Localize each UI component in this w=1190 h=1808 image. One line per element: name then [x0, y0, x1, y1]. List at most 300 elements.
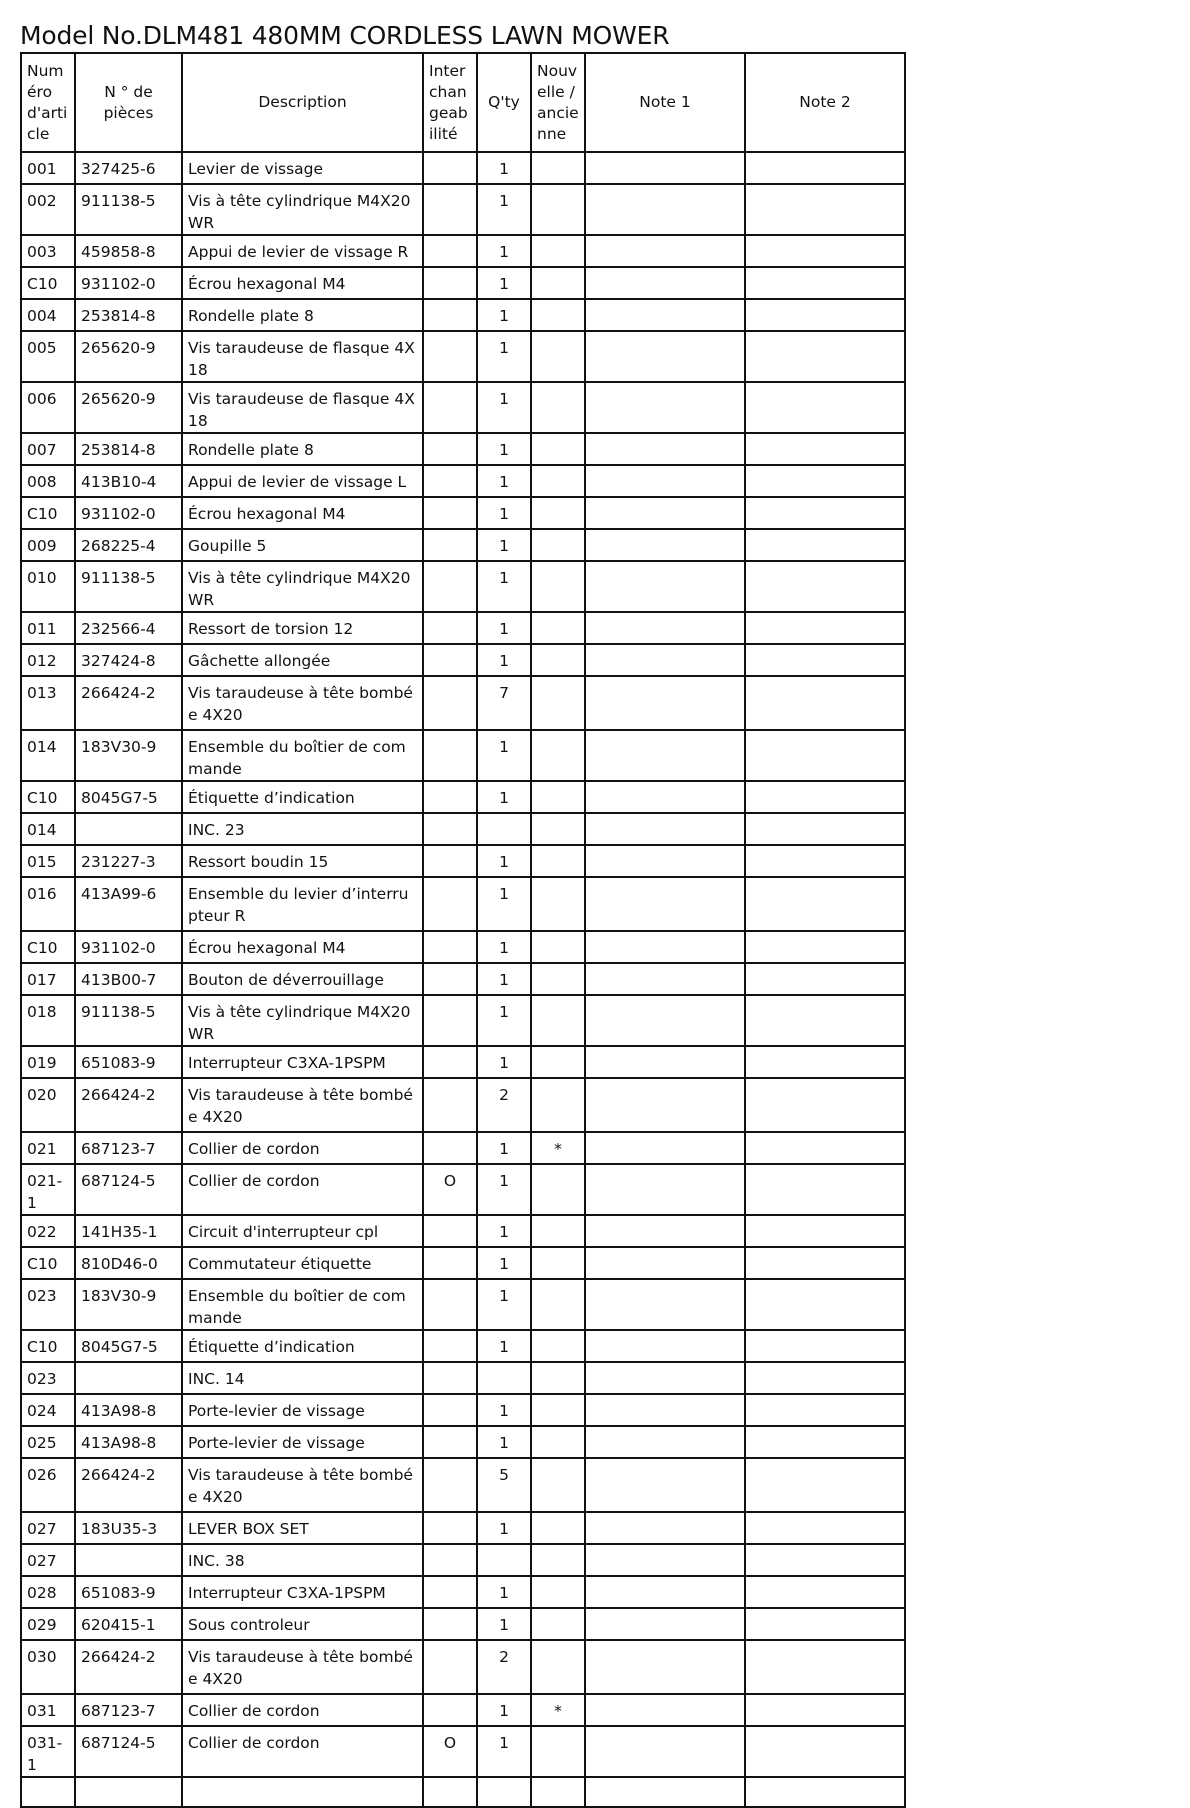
- new-old-cell: [531, 433, 585, 465]
- item-number-cell: 021-1: [21, 1164, 75, 1215]
- new-old-cell: [531, 465, 585, 497]
- quantity-cell: 1: [477, 1132, 531, 1164]
- description-cell: Vis taraudeuse de flasque 4X18: [182, 331, 423, 382]
- interchangeability-cell: [423, 433, 477, 465]
- item-number-cell: 031-1: [21, 1726, 75, 1777]
- table-row: [21, 931, 905, 963]
- description-cell: Gâchette allongée: [182, 644, 423, 676]
- item-number-cell: C10: [21, 1247, 75, 1279]
- part-number-cell: 8045G7-5: [75, 1330, 182, 1362]
- note-2-cell: [745, 877, 905, 931]
- table-row: [21, 299, 905, 331]
- description-cell: Porte-levier de vissage: [182, 1394, 423, 1426]
- table-row: [21, 1279, 905, 1330]
- note-1-cell: [585, 1330, 745, 1362]
- note-1-cell: [585, 1279, 745, 1330]
- part-number-cell: 687123-7: [75, 1694, 182, 1726]
- note-2-cell: [745, 995, 905, 1046]
- interchangeability-cell: [423, 1512, 477, 1544]
- new-old-cell: [531, 1426, 585, 1458]
- quantity-cell: 1: [477, 1608, 531, 1640]
- note-1-cell: [585, 813, 745, 845]
- description-cell: Étiquette d’indication: [182, 781, 423, 813]
- table-row: [21, 433, 905, 465]
- part-number-cell: 651083-9: [75, 1046, 182, 1078]
- description-cell: Appui de levier de vissage L: [182, 465, 423, 497]
- part-number-cell: 141H35-1: [75, 1215, 182, 1247]
- quantity-cell: 1: [477, 331, 531, 382]
- interchangeability-cell: [423, 963, 477, 995]
- new-old-cell: [531, 152, 585, 184]
- header-description: Description: [182, 53, 423, 152]
- note-1-cell: [585, 465, 745, 497]
- description-cell: Ensemble du boîtier de commande: [182, 1279, 423, 1330]
- new-old-cell: [531, 1777, 585, 1807]
- new-old-cell: [531, 612, 585, 644]
- interchangeability-cell: [423, 1215, 477, 1247]
- note-2-cell: [745, 1279, 905, 1330]
- description-cell: Collier de cordon: [182, 1132, 423, 1164]
- part-number-cell: 687124-5: [75, 1164, 182, 1215]
- note-1-cell: [585, 931, 745, 963]
- item-number-cell: 027: [21, 1544, 75, 1576]
- note-1-cell: [585, 1164, 745, 1215]
- new-old-cell: [531, 995, 585, 1046]
- description-cell: Sous controleur: [182, 1608, 423, 1640]
- item-number-cell: 031: [21, 1694, 75, 1726]
- note-2-cell: [745, 152, 905, 184]
- note-2-cell: [745, 931, 905, 963]
- note-1-cell: [585, 561, 745, 612]
- table-row: [21, 1164, 905, 1215]
- table-row: [21, 529, 905, 561]
- note-1-cell: [585, 1046, 745, 1078]
- interchangeability-cell: [423, 1694, 477, 1726]
- new-old-cell: [531, 529, 585, 561]
- note-1-cell: [585, 331, 745, 382]
- quantity-cell: 1: [477, 1164, 531, 1215]
- part-number-cell: 266424-2: [75, 1640, 182, 1694]
- part-number-cell: [75, 1777, 182, 1807]
- interchangeability-cell: [423, 1576, 477, 1608]
- table-row: [21, 877, 905, 931]
- part-number-cell: [75, 813, 182, 845]
- note-1-cell: [585, 1694, 745, 1726]
- part-number-cell: [75, 1544, 182, 1576]
- item-number-cell: 006: [21, 382, 75, 433]
- description-cell: Vis à tête cylindrique M4X20 WR: [182, 995, 423, 1046]
- quantity-cell: 1: [477, 497, 531, 529]
- item-number-cell: 008: [21, 465, 75, 497]
- table-row: [21, 1544, 905, 1576]
- item-number-cell: 013: [21, 676, 75, 730]
- part-number-cell: 413A98-8: [75, 1394, 182, 1426]
- note-1-cell: [585, 995, 745, 1046]
- description-cell: Vis à tête cylindrique M4X20 WR: [182, 184, 423, 235]
- interchangeability-cell: [423, 235, 477, 267]
- note-1-cell: [585, 152, 745, 184]
- item-number-cell: 001: [21, 152, 75, 184]
- interchangeability-cell: O: [423, 1164, 477, 1215]
- quantity-cell: 1: [477, 299, 531, 331]
- quantity-cell: 1: [477, 1215, 531, 1247]
- description-cell: Vis taraudeuse de flasque 4X18: [182, 382, 423, 433]
- quantity-cell: 1: [477, 1330, 531, 1362]
- quantity-cell: 2: [477, 1078, 531, 1132]
- note-2-cell: [745, 267, 905, 299]
- table-row: [21, 561, 905, 612]
- note-1-cell: [585, 1215, 745, 1247]
- note-2-cell: [745, 235, 905, 267]
- note-2-cell: [745, 382, 905, 433]
- part-number-cell: 620415-1: [75, 1608, 182, 1640]
- description-cell: Appui de levier de vissage R: [182, 235, 423, 267]
- description-cell: Ressort de torsion 12: [182, 612, 423, 644]
- interchangeability-cell: [423, 995, 477, 1046]
- new-old-cell: [531, 1362, 585, 1394]
- note-1-cell: [585, 235, 745, 267]
- note-2-cell: [745, 1512, 905, 1544]
- new-old-cell: [531, 267, 585, 299]
- quantity-cell: 2: [477, 1640, 531, 1694]
- interchangeability-cell: [423, 877, 477, 931]
- new-old-cell: [531, 1330, 585, 1362]
- parts-table: [20, 52, 906, 1808]
- table-row: [21, 1694, 905, 1726]
- description-cell: LEVER BOX SET: [182, 1512, 423, 1544]
- item-number-cell: 014: [21, 813, 75, 845]
- note-1-cell: [585, 184, 745, 235]
- item-number-cell: 012: [21, 644, 75, 676]
- part-number-cell: 8045G7-5: [75, 781, 182, 813]
- part-number-cell: 327424-8: [75, 644, 182, 676]
- note-1-cell: [585, 612, 745, 644]
- item-number-cell: 023: [21, 1279, 75, 1330]
- part-number-cell: 810D46-0: [75, 1247, 182, 1279]
- item-number-cell: 015: [21, 845, 75, 877]
- note-2-cell: [745, 1608, 905, 1640]
- table-row: [21, 152, 905, 184]
- interchangeability-cell: [423, 184, 477, 235]
- new-old-cell: [531, 1640, 585, 1694]
- note-2-cell: [745, 1330, 905, 1362]
- part-number-cell: 911138-5: [75, 995, 182, 1046]
- table-row: [21, 1215, 905, 1247]
- part-number-cell: 459858-8: [75, 235, 182, 267]
- note-1-cell: [585, 1576, 745, 1608]
- table-row: [21, 1078, 905, 1132]
- item-number-cell: C10: [21, 931, 75, 963]
- header-part-number: N ° de pièces: [75, 53, 182, 152]
- new-old-cell: [531, 497, 585, 529]
- table-row: [21, 1362, 905, 1394]
- new-old-cell: [531, 1726, 585, 1777]
- interchangeability-cell: [423, 1426, 477, 1458]
- note-2-cell: [745, 331, 905, 382]
- note-1-cell: [585, 1777, 745, 1807]
- quantity-cell: 1: [477, 529, 531, 561]
- quantity-cell: 1: [477, 267, 531, 299]
- quantity-cell: 1: [477, 730, 531, 781]
- quantity-cell: 1: [477, 1512, 531, 1544]
- description-cell: Rondelle plate 8: [182, 299, 423, 331]
- note-2-cell: [745, 497, 905, 529]
- new-old-cell: [531, 1458, 585, 1512]
- item-number-cell: 002: [21, 184, 75, 235]
- note-2-cell: [745, 1362, 905, 1394]
- quantity-cell: 1: [477, 845, 531, 877]
- quantity-cell: 1: [477, 561, 531, 612]
- item-number-cell: 030: [21, 1640, 75, 1694]
- interchangeability-cell: [423, 730, 477, 781]
- table-row: [21, 1777, 905, 1807]
- quantity-cell: [477, 813, 531, 845]
- item-number-cell: 018: [21, 995, 75, 1046]
- note-1-cell: [585, 676, 745, 730]
- quantity-cell: [477, 1777, 531, 1807]
- part-number-cell: 413A99-6: [75, 877, 182, 931]
- table-row: [21, 184, 905, 235]
- new-old-cell: [531, 644, 585, 676]
- note-1-cell: [585, 845, 745, 877]
- note-2-cell: [745, 529, 905, 561]
- interchangeability-cell: [423, 529, 477, 561]
- table-row: [21, 781, 905, 813]
- part-number-cell: 911138-5: [75, 184, 182, 235]
- description-cell: Écrou hexagonal M4: [182, 267, 423, 299]
- table-row: [21, 465, 905, 497]
- interchangeability-cell: [423, 267, 477, 299]
- table-row: [21, 845, 905, 877]
- quantity-cell: 1: [477, 644, 531, 676]
- description-cell: Vis taraudeuse à tête bombée 4X20: [182, 1458, 423, 1512]
- part-number-cell: 268225-4: [75, 529, 182, 561]
- table-row: [21, 813, 905, 845]
- part-number-cell: 231227-3: [75, 845, 182, 877]
- header-interchangeability: Interchangeabilité: [423, 53, 477, 152]
- interchangeability-cell: [423, 152, 477, 184]
- note-2-cell: [745, 1426, 905, 1458]
- item-number-cell: 011: [21, 612, 75, 644]
- note-2-cell: [745, 1215, 905, 1247]
- item-number-cell: 004: [21, 299, 75, 331]
- new-old-cell: [531, 561, 585, 612]
- interchangeability-cell: [423, 781, 477, 813]
- item-number-cell: 027: [21, 1512, 75, 1544]
- description-cell: Porte-levier de vissage: [182, 1426, 423, 1458]
- note-2-cell: [745, 1132, 905, 1164]
- part-number-cell: 183V30-9: [75, 730, 182, 781]
- new-old-cell: *: [531, 1132, 585, 1164]
- note-2-cell: [745, 845, 905, 877]
- description-cell: Écrou hexagonal M4: [182, 931, 423, 963]
- quantity-cell: 5: [477, 1458, 531, 1512]
- description-cell: Vis taraudeuse à tête bombée 4X20: [182, 1640, 423, 1694]
- item-number-cell: 029: [21, 1608, 75, 1640]
- item-number-cell: 019: [21, 1046, 75, 1078]
- part-number-cell: 183U35-3: [75, 1512, 182, 1544]
- note-1-cell: [585, 497, 745, 529]
- new-old-cell: [531, 730, 585, 781]
- note-1-cell: [585, 1640, 745, 1694]
- new-old-cell: [531, 299, 585, 331]
- new-old-cell: [531, 331, 585, 382]
- quantity-cell: 1: [477, 1426, 531, 1458]
- item-number-cell: 014: [21, 730, 75, 781]
- new-old-cell: [531, 1512, 585, 1544]
- note-2-cell: [745, 1458, 905, 1512]
- note-2-cell: [745, 465, 905, 497]
- note-1-cell: [585, 1608, 745, 1640]
- note-1-cell: [585, 1247, 745, 1279]
- description-cell: INC. 38: [182, 1544, 423, 1576]
- table-row: [21, 644, 905, 676]
- description-cell: Interrupteur C3XA-1PSPM: [182, 1576, 423, 1608]
- interchangeability-cell: [423, 465, 477, 497]
- part-number-cell: 651083-9: [75, 1576, 182, 1608]
- new-old-cell: [531, 1215, 585, 1247]
- note-1-cell: [585, 644, 745, 676]
- note-2-cell: [745, 1694, 905, 1726]
- note-1-cell: [585, 1458, 745, 1512]
- quantity-cell: 1: [477, 931, 531, 963]
- part-number-cell: 327425-6: [75, 152, 182, 184]
- table-row: [21, 331, 905, 382]
- quantity-cell: 1: [477, 1279, 531, 1330]
- note-2-cell: [745, 1046, 905, 1078]
- interchangeability-cell: [423, 1394, 477, 1426]
- quantity-cell: 1: [477, 1726, 531, 1777]
- part-number-cell: 265620-9: [75, 382, 182, 433]
- new-old-cell: [531, 382, 585, 433]
- description-cell: Étiquette d’indication: [182, 1330, 423, 1362]
- table-row: [21, 1726, 905, 1777]
- part-number-cell: 413A98-8: [75, 1426, 182, 1458]
- item-number-cell: 026: [21, 1458, 75, 1512]
- part-number-cell: 931102-0: [75, 497, 182, 529]
- quantity-cell: 1: [477, 995, 531, 1046]
- table-row: [21, 1426, 905, 1458]
- table-row: [21, 235, 905, 267]
- part-number-cell: 413B10-4: [75, 465, 182, 497]
- new-old-cell: [531, 1279, 585, 1330]
- table-row: [21, 267, 905, 299]
- note-2-cell: [745, 644, 905, 676]
- table-row: [21, 1330, 905, 1362]
- interchangeability-cell: [423, 561, 477, 612]
- description-cell: Circuit d'interrupteur cpl: [182, 1215, 423, 1247]
- item-number-cell: 017: [21, 963, 75, 995]
- description-cell: Collier de cordon: [182, 1694, 423, 1726]
- quantity-cell: 1: [477, 433, 531, 465]
- item-number-cell: 003: [21, 235, 75, 267]
- note-1-cell: [585, 877, 745, 931]
- note-1-cell: [585, 1512, 745, 1544]
- item-number-cell: 025: [21, 1426, 75, 1458]
- quantity-cell: 1: [477, 465, 531, 497]
- new-old-cell: [531, 813, 585, 845]
- note-2-cell: [745, 1576, 905, 1608]
- new-old-cell: [531, 235, 585, 267]
- description-cell: Ensemble du levier d’interrupteur R: [182, 877, 423, 931]
- table-row: [21, 1512, 905, 1544]
- interchangeability-cell: O: [423, 1726, 477, 1777]
- item-number-cell: C10: [21, 781, 75, 813]
- note-1-cell: [585, 1544, 745, 1576]
- interchangeability-cell: [423, 1078, 477, 1132]
- interchangeability-cell: [423, 331, 477, 382]
- table-header-row: [21, 53, 905, 152]
- interchangeability-cell: [423, 612, 477, 644]
- quantity-cell: 1: [477, 152, 531, 184]
- new-old-cell: [531, 1046, 585, 1078]
- table-row: [21, 382, 905, 433]
- quantity-cell: 1: [477, 1694, 531, 1726]
- note-2-cell: [745, 1164, 905, 1215]
- interchangeability-cell: [423, 1608, 477, 1640]
- note-2-cell: [745, 1640, 905, 1694]
- item-number-cell: 024: [21, 1394, 75, 1426]
- note-2-cell: [745, 730, 905, 781]
- table-row: [21, 995, 905, 1046]
- item-number-cell: 005: [21, 331, 75, 382]
- note-1-cell: [585, 299, 745, 331]
- quantity-cell: [477, 1362, 531, 1394]
- description-cell: INC. 14: [182, 1362, 423, 1394]
- interchangeability-cell: [423, 497, 477, 529]
- new-old-cell: [531, 1078, 585, 1132]
- note-2-cell: [745, 184, 905, 235]
- note-1-cell: [585, 382, 745, 433]
- interchangeability-cell: [423, 1544, 477, 1576]
- description-cell: Écrou hexagonal M4: [182, 497, 423, 529]
- table-row: [21, 1608, 905, 1640]
- description-cell: Collier de cordon: [182, 1726, 423, 1777]
- quantity-cell: 1: [477, 963, 531, 995]
- note-1-cell: [585, 1726, 745, 1777]
- note-2-cell: [745, 612, 905, 644]
- header-item-number: Numéro d'article: [21, 53, 75, 152]
- note-2-cell: [745, 1394, 905, 1426]
- quantity-cell: 1: [477, 235, 531, 267]
- item-number-cell: [21, 1777, 75, 1807]
- quantity-cell: 1: [477, 612, 531, 644]
- note-1-cell: [585, 433, 745, 465]
- new-old-cell: [531, 781, 585, 813]
- note-2-cell: [745, 299, 905, 331]
- new-old-cell: [531, 1164, 585, 1215]
- quantity-cell: 1: [477, 1576, 531, 1608]
- new-old-cell: [531, 963, 585, 995]
- part-number-cell: 911138-5: [75, 561, 182, 612]
- page-title: Model No.DLM481 480MM CORDLESS LAWN MOWER: [20, 21, 670, 50]
- item-number-cell: C10: [21, 497, 75, 529]
- note-1-cell: [585, 1362, 745, 1394]
- part-number-cell: 253814-8: [75, 299, 182, 331]
- part-number-cell: 253814-8: [75, 433, 182, 465]
- note-1-cell: [585, 730, 745, 781]
- interchangeability-cell: [423, 1640, 477, 1694]
- part-number-cell: 931102-0: [75, 931, 182, 963]
- header-new-old: Nouvelle / ancienne: [531, 53, 585, 152]
- description-cell: Bouton de déverrouillage: [182, 963, 423, 995]
- note-2-cell: [745, 1078, 905, 1132]
- description-cell: [182, 1777, 423, 1807]
- interchangeability-cell: [423, 1777, 477, 1807]
- item-number-cell: 023: [21, 1362, 75, 1394]
- part-number-cell: 931102-0: [75, 267, 182, 299]
- quantity-cell: 1: [477, 382, 531, 433]
